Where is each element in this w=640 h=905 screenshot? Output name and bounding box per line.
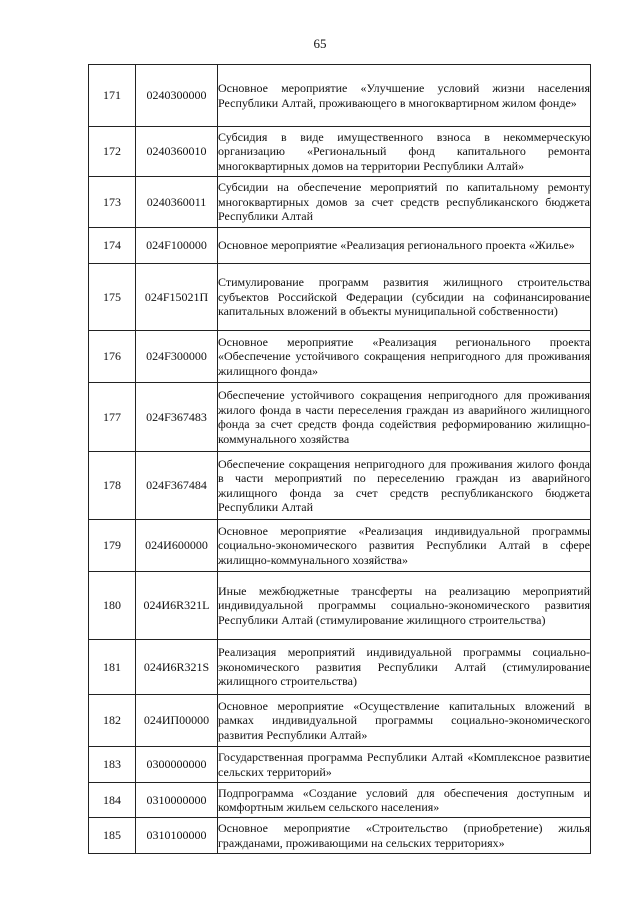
row-description: Субсидия в виде имущественного взноса в некоммерческую организацию «Региональный фонд капитального ремонта многоквартирных домов на территории Республики Алтай»: [218, 129, 590, 173]
budget-codes-table: [88, 64, 591, 854]
row-description: Государственная программа Республики Алтай «Комплексное развитие сельских территорий»: [218, 750, 590, 779]
row-number: 175: [89, 264, 136, 331]
table-row: [89, 747, 591, 783]
table-row: [89, 783, 591, 818]
row-code: 0300000000: [136, 747, 218, 783]
row-description-cell: [218, 228, 591, 264]
table-row: [89, 383, 591, 452]
row-description-cell: [218, 572, 591, 640]
table-row: [89, 640, 591, 695]
row-code: 0240360010: [136, 127, 218, 177]
table-row: [89, 65, 591, 127]
row-description-cell: [218, 331, 591, 383]
row-number: 185: [89, 818, 136, 854]
row-description-cell: [218, 640, 591, 695]
row-description: Субсидии на обеспечение мероприятий по капитальному ремонту многоквартирных домов за счет средств республиканского бюджета Республики Алтай: [218, 180, 590, 224]
table-row: [89, 818, 591, 854]
row-number: 177: [89, 383, 136, 452]
table-row: [89, 331, 591, 383]
row-number: 172: [89, 127, 136, 177]
row-description: Основное мероприятие «Улучшение условий жизни населения Республики Алтай, проживающего в многоквартирном жилом фонде»: [218, 81, 590, 110]
table-row: [89, 452, 591, 520]
row-number: 181: [89, 640, 136, 695]
row-code: 024И600000: [136, 520, 218, 572]
row-code: 024F367484: [136, 452, 218, 520]
table-row: [89, 177, 591, 228]
row-number: 171: [89, 65, 136, 127]
row-description-cell: [218, 383, 591, 452]
row-description-cell: [218, 818, 591, 854]
row-description: Реализация мероприятий индивидуальной программы социально-экономического развития Республики Алтай (стимулирование жилищного строительства): [218, 645, 590, 689]
row-description-cell: [218, 695, 591, 747]
row-code: 024F100000: [136, 228, 218, 264]
row-code: 024И6R321L: [136, 572, 218, 640]
row-description-cell: [218, 520, 591, 572]
row-description: Основное мероприятие «Реализация индивидуальной программы социально-экономического развития Республики Алтай в сфере жилищно-коммунального хозяйства»: [218, 523, 590, 567]
row-code: 0310100000: [136, 818, 218, 854]
table-body: [89, 65, 591, 854]
row-description-cell: [218, 127, 591, 177]
row-code: 024F15021П: [136, 264, 218, 331]
row-description: Основное мероприятие «Строительство (приобретение) жилья гражданами, проживающими на сельских территориях»: [218, 821, 590, 850]
row-description: Стимулирование программ развития жилищного строительства субъектов Российской Федерации (субсидии на софинансирование капитальных вложений в объекты муниципальной собственности): [218, 275, 590, 319]
row-code: 024ИП00000: [136, 695, 218, 747]
row-code: 0240360011: [136, 177, 218, 228]
row-description: Основное мероприятие «Реализация регионального проекта «Жилье»: [218, 238, 575, 253]
row-description-cell: [218, 747, 591, 783]
table-row: [89, 228, 591, 264]
page-number: 65: [313, 36, 327, 51]
table-row: [89, 695, 591, 747]
row-number: 182: [89, 695, 136, 747]
table-row: [89, 127, 591, 177]
row-description: Иные межбюджетные трансферты на реализацию мероприятий индивидуальной программы социально-экономического развития Республики Алтай (стимулирование жилищного строительства): [218, 583, 590, 627]
row-description: Основное мероприятие «Осуществление капитальных вложений в рамках индивидуальной программы социально-экономического развития Республики Алтай»: [218, 698, 590, 742]
table-row: [89, 520, 591, 572]
row-description-cell: [218, 177, 591, 228]
row-description: Обеспечение сокращения непригодного для проживания жилого фонда в части мероприятий по переселению граждан из аварийного жилищного фонда за счет средств республиканского бюджета Республики Алтай: [218, 456, 590, 514]
row-code: 0310000000: [136, 783, 218, 818]
row-description: Подпрограмма «Создание условий для обеспечения доступным и комфортным жильем сельского населения»: [218, 785, 590, 814]
row-code: 024F367483: [136, 383, 218, 452]
row-number: 173: [89, 177, 136, 228]
row-code: 0240300000: [136, 65, 218, 127]
row-number: 183: [89, 747, 136, 783]
row-code: 024И6R321S: [136, 640, 218, 695]
table-row: [89, 572, 591, 640]
row-description-cell: [218, 65, 591, 127]
row-number: 179: [89, 520, 136, 572]
row-number: 184: [89, 783, 136, 818]
row-description: Обеспечение устойчивого сокращения непригодного для проживания жилого фонда в части переселения граждан из аварийного жилищного фонда за счет средств фонда содействия реформированию жилищно-коммунального хозяйства: [218, 388, 590, 446]
row-code: 024F300000: [136, 331, 218, 383]
row-number: 178: [89, 452, 136, 520]
row-number: 180: [89, 572, 136, 640]
row-number: 176: [89, 331, 136, 383]
table-row: [89, 264, 591, 331]
row-description: Основное мероприятие «Реализация регионального проекта «Обеспечение устойчивого сокращения непригодного для проживания жилищного фонда»: [218, 334, 590, 378]
row-description-cell: [218, 452, 591, 520]
row-description-cell: [218, 264, 591, 331]
row-description-cell: [218, 783, 591, 818]
row-number: 174: [89, 228, 136, 264]
